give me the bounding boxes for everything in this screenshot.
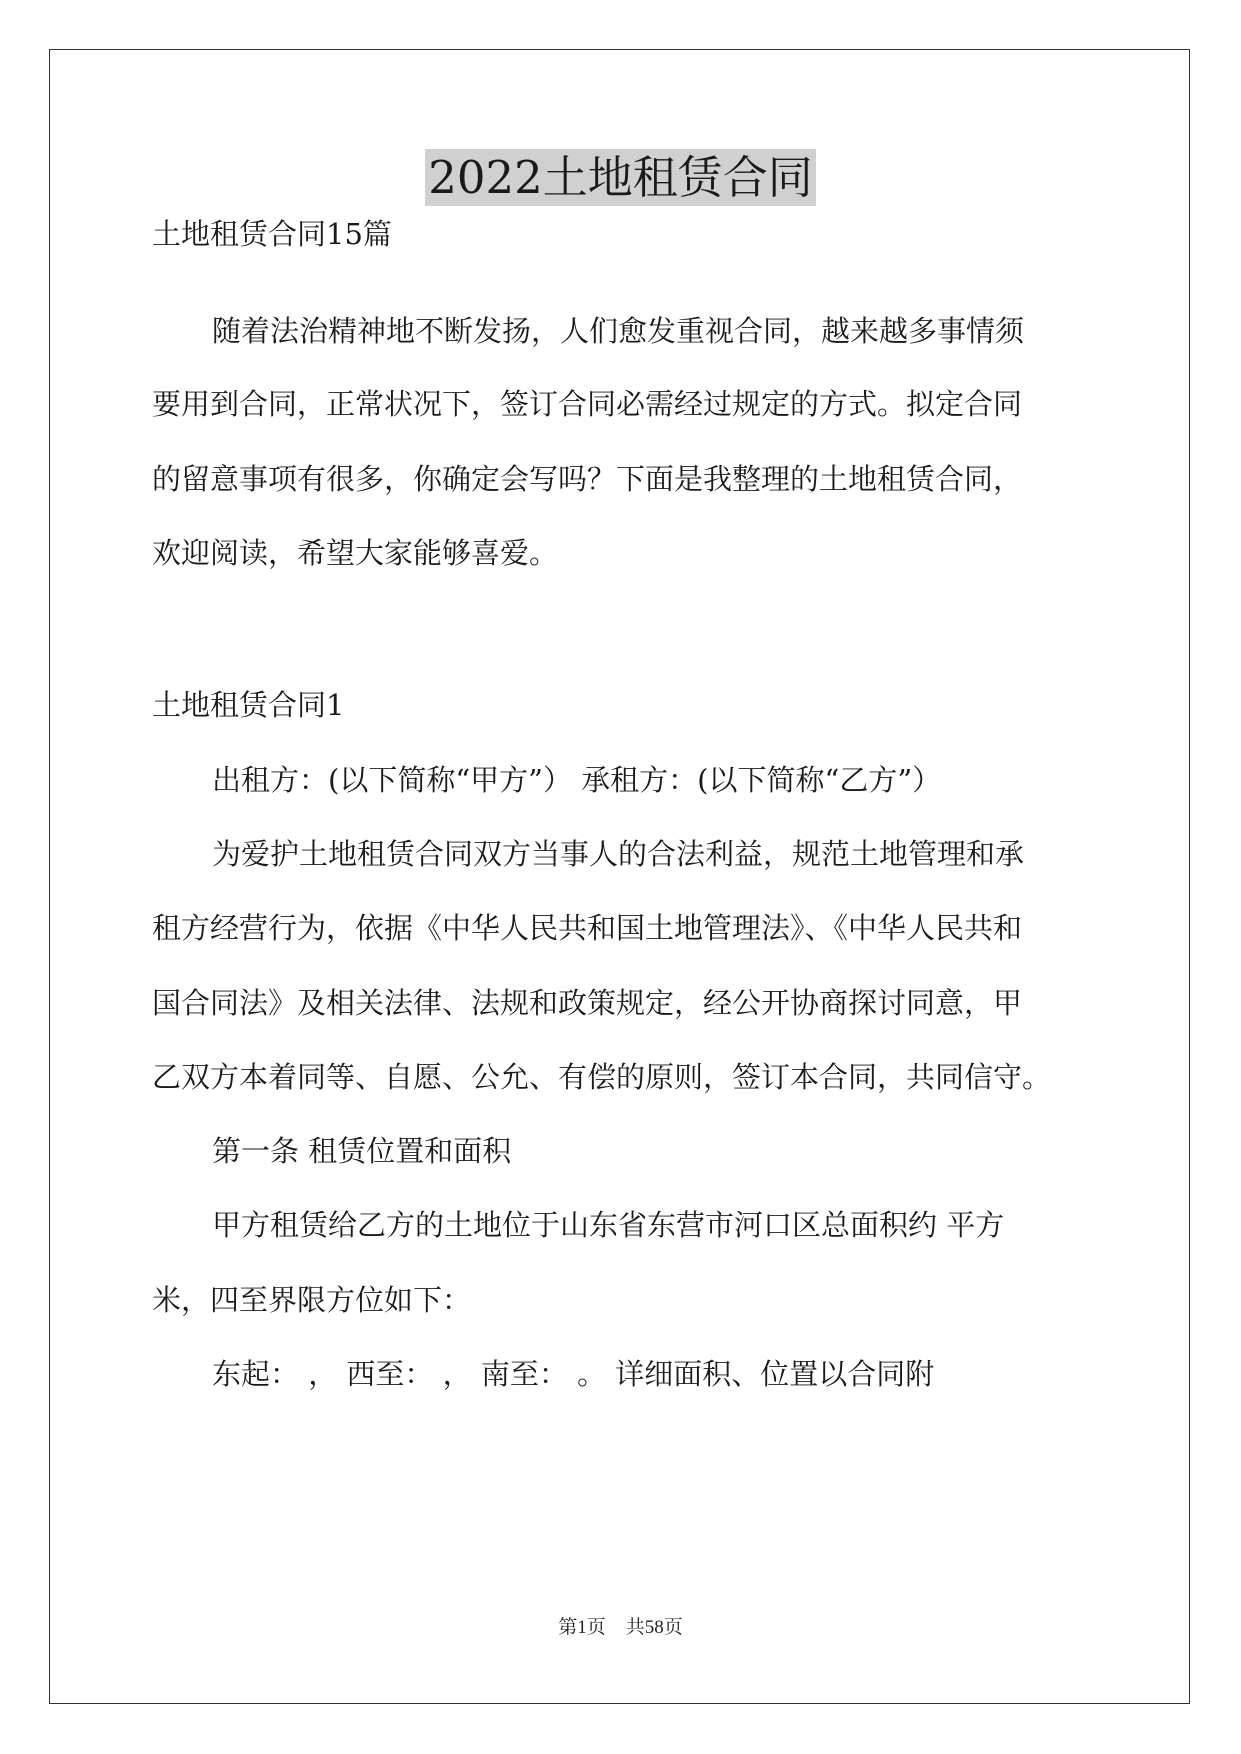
page-number: 第1页 <box>558 1617 606 1638</box>
preamble-line-4: 乙双方本着同等、自愿、公允、有偿的原则，签订本合同，共同信守。 <box>152 1060 1052 1094</box>
article-1-line-3: 东起： ， 西至： ， 南至： 。 详细面积、位置以合同附 <box>212 1357 935 1391</box>
intro-line-4: 欢迎阅读，希望大家能够喜爱。 <box>152 536 559 570</box>
subtitle: 土地租赁合同15篇 <box>152 217 392 251</box>
preamble-line-2: 租方经营行为，依据《中华人民共和国土地管理法》、《中华人民共和 <box>152 911 1023 945</box>
article-1-line-2: 米，四至界限方位如下： <box>152 1283 472 1317</box>
parties-line: 出租方：(以下简称“甲方”） 承租方：(以下简称“乙方”） <box>212 763 942 797</box>
preamble-line-1: 为爱护土地租赁合同双方当事人的合法利益，规范土地管理和承 <box>212 837 1025 871</box>
page-total: 共58页 <box>625 1617 683 1638</box>
section-heading: 土地租赁合同1 <box>152 688 345 722</box>
intro-line-2: 要用到合同，正常状况下，签订合同必需经过规定的方式。拟定合同 <box>152 387 1023 421</box>
article-1-line-1: 甲方租赁给乙方的土地位于山东省东营市河口区总面积约 平方 <box>212 1208 1005 1242</box>
page-border <box>49 49 1190 1704</box>
page-footer <box>0 1616 1241 1640</box>
preamble-line-3: 国合同法》及相关法律、法规和政策规定，经公开协商探讨同意，甲 <box>152 986 1023 1020</box>
article-1-heading: 第一条 租赁位置和面积 <box>212 1134 512 1168</box>
intro-line-3: 的留意事项有很多，你确定会写吗？下面是我整理的土地租赁合同， <box>152 462 1023 496</box>
document-title: 2022土地租赁合同 <box>0 150 1241 206</box>
intro-line-1: 随着法治精神地不断发扬，人们愈发重视合同，越来越多事情须 <box>212 314 1025 348</box>
